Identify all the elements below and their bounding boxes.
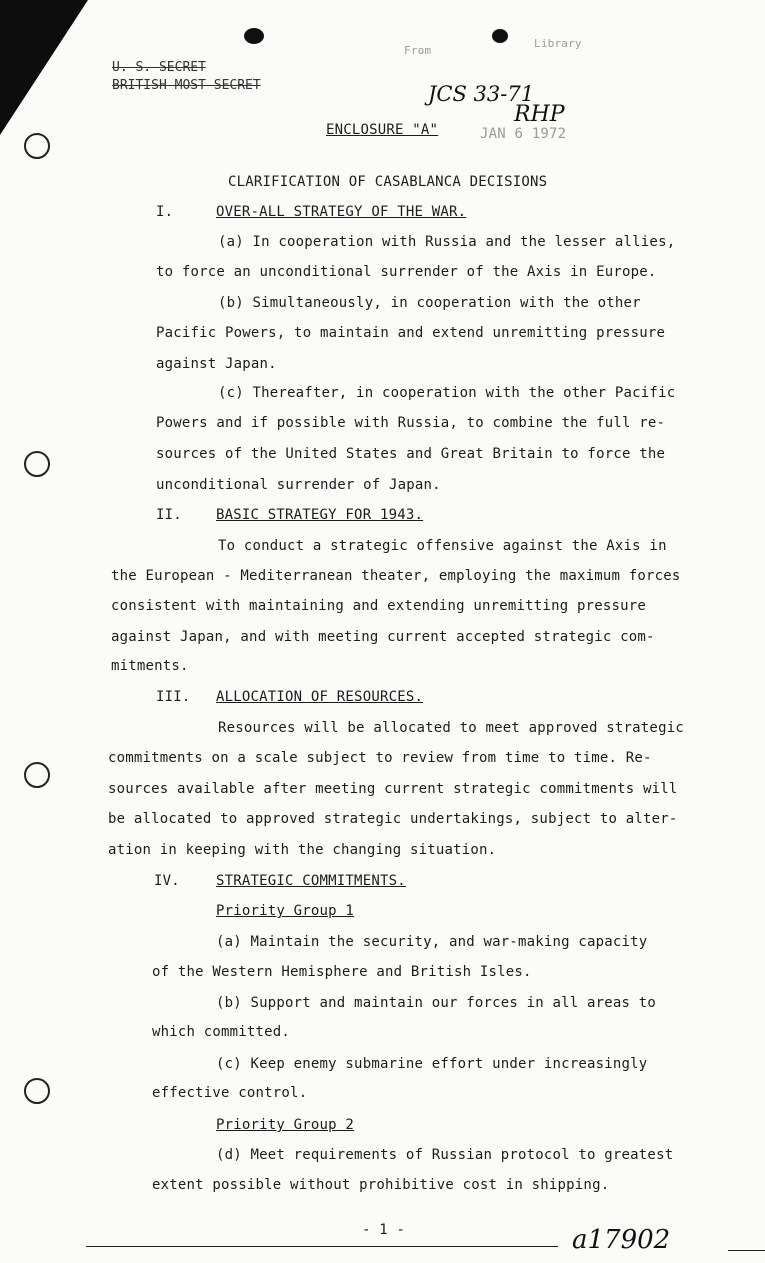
classification-british: BRITISH MOST SECRET xyxy=(112,78,261,93)
section-number: II. xyxy=(156,507,182,523)
punch-hole xyxy=(24,1078,50,1104)
paragraph-line: (d) Meet requirements of Russian protocol to greatest xyxy=(216,1147,674,1163)
black-corner xyxy=(0,0,88,135)
section-heading: BASIC STRATEGY FOR 1943. xyxy=(216,507,424,523)
stamp-date: JAN 6 1972 xyxy=(480,126,567,142)
paragraph-line: (c) Keep enemy submarine effort under increasingly xyxy=(216,1056,648,1072)
paragraph-line: (a) Maintain the security, and war-making capacity xyxy=(216,934,648,950)
paragraph-line: effective control. xyxy=(152,1085,308,1101)
paragraph-line: of the Western Hemisphere and British Isles. xyxy=(152,964,532,980)
section-heading: OVER-ALL STRATEGY OF THE WAR. xyxy=(216,204,467,220)
paragraph-line: sources available after meeting current strategic commitments will xyxy=(108,781,678,797)
section-number: IV. xyxy=(154,873,180,889)
paragraph-line: (b) Support and maintain our forces in all areas to xyxy=(216,995,657,1011)
handwritten-jcs-number: JCS 33-71 xyxy=(428,82,535,106)
paragraph-line: to force an unconditional surrender of the Axis in Europe. xyxy=(156,264,657,280)
paragraph-line: To conduct a strategic offensive against the Axis in xyxy=(218,538,667,554)
classification-us: U. S. SECRET xyxy=(112,60,206,75)
section-heading: STRATEGIC COMMITMENTS. xyxy=(216,873,406,889)
paragraph-line: (a) In cooperation with Russia and the lesser allies, xyxy=(218,234,676,250)
enclosure-label: ENCLOSURE "A" xyxy=(326,122,439,138)
paragraph-line: commitments on a scale subject to review from time to time. Re- xyxy=(108,750,652,766)
stamp-from: From xyxy=(404,44,432,57)
section-heading: ALLOCATION OF RESOURCES. xyxy=(216,689,424,705)
section-number: III. xyxy=(156,689,191,705)
paragraph-line: Resources will be allocated to meet approved strategic xyxy=(218,720,684,736)
footer-rule-right xyxy=(728,1250,765,1251)
paragraph-line: which committed. xyxy=(152,1024,291,1040)
page-number: - 1 - xyxy=(362,1222,406,1238)
paragraph-line: Pacific Powers, to maintain and extend unremitting pressure xyxy=(156,325,666,341)
punch-hole xyxy=(24,451,50,477)
paragraph-line: (b) Simultaneously, in cooperation with the other xyxy=(218,295,641,311)
paragraph-line: ation in keeping with the changing situation. xyxy=(108,842,497,858)
footer-rule xyxy=(86,1246,558,1247)
paragraph-line: against Japan. xyxy=(156,356,277,372)
ink-blot xyxy=(244,28,264,44)
ink-blot xyxy=(492,29,508,43)
paragraph-line: unconditional surrender of Japan. xyxy=(156,477,441,493)
paragraph-line: mitments. xyxy=(111,658,189,674)
punch-hole xyxy=(24,762,50,788)
paragraph-line: extent possible without prohibitive cost in shipping. xyxy=(152,1177,610,1193)
stamp-library: Library xyxy=(534,37,582,50)
punch-hole xyxy=(24,133,50,159)
paragraph-line: (c) Thereafter, in cooperation with the other Pacific xyxy=(218,385,676,401)
page-title: CLARIFICATION OF CASABLANCA DECISIONS xyxy=(228,174,548,190)
paragraph-line: Powers and if possible with Russia, to combine the full re- xyxy=(156,415,666,431)
handwritten-initials: RHP xyxy=(514,102,565,127)
handwritten-file-number: a17902 xyxy=(572,1225,671,1255)
priority-group-heading: Priority Group 2 xyxy=(216,1117,355,1133)
paragraph-line: be allocated to approved strategic undertakings, subject to alter- xyxy=(108,811,678,827)
section-number: I. xyxy=(156,204,174,220)
paragraph-line: against Japan, and with meeting current accepted strategic com- xyxy=(111,629,655,645)
paragraph-line: the European - Mediterranean theater, employing the maximum forces xyxy=(111,568,681,584)
paragraph-line: sources of the United States and Great Britain to force the xyxy=(156,446,666,462)
priority-group-heading: Priority Group 1 xyxy=(216,903,355,919)
paragraph-line: consistent with maintaining and extending unremitting pressure xyxy=(111,598,646,614)
